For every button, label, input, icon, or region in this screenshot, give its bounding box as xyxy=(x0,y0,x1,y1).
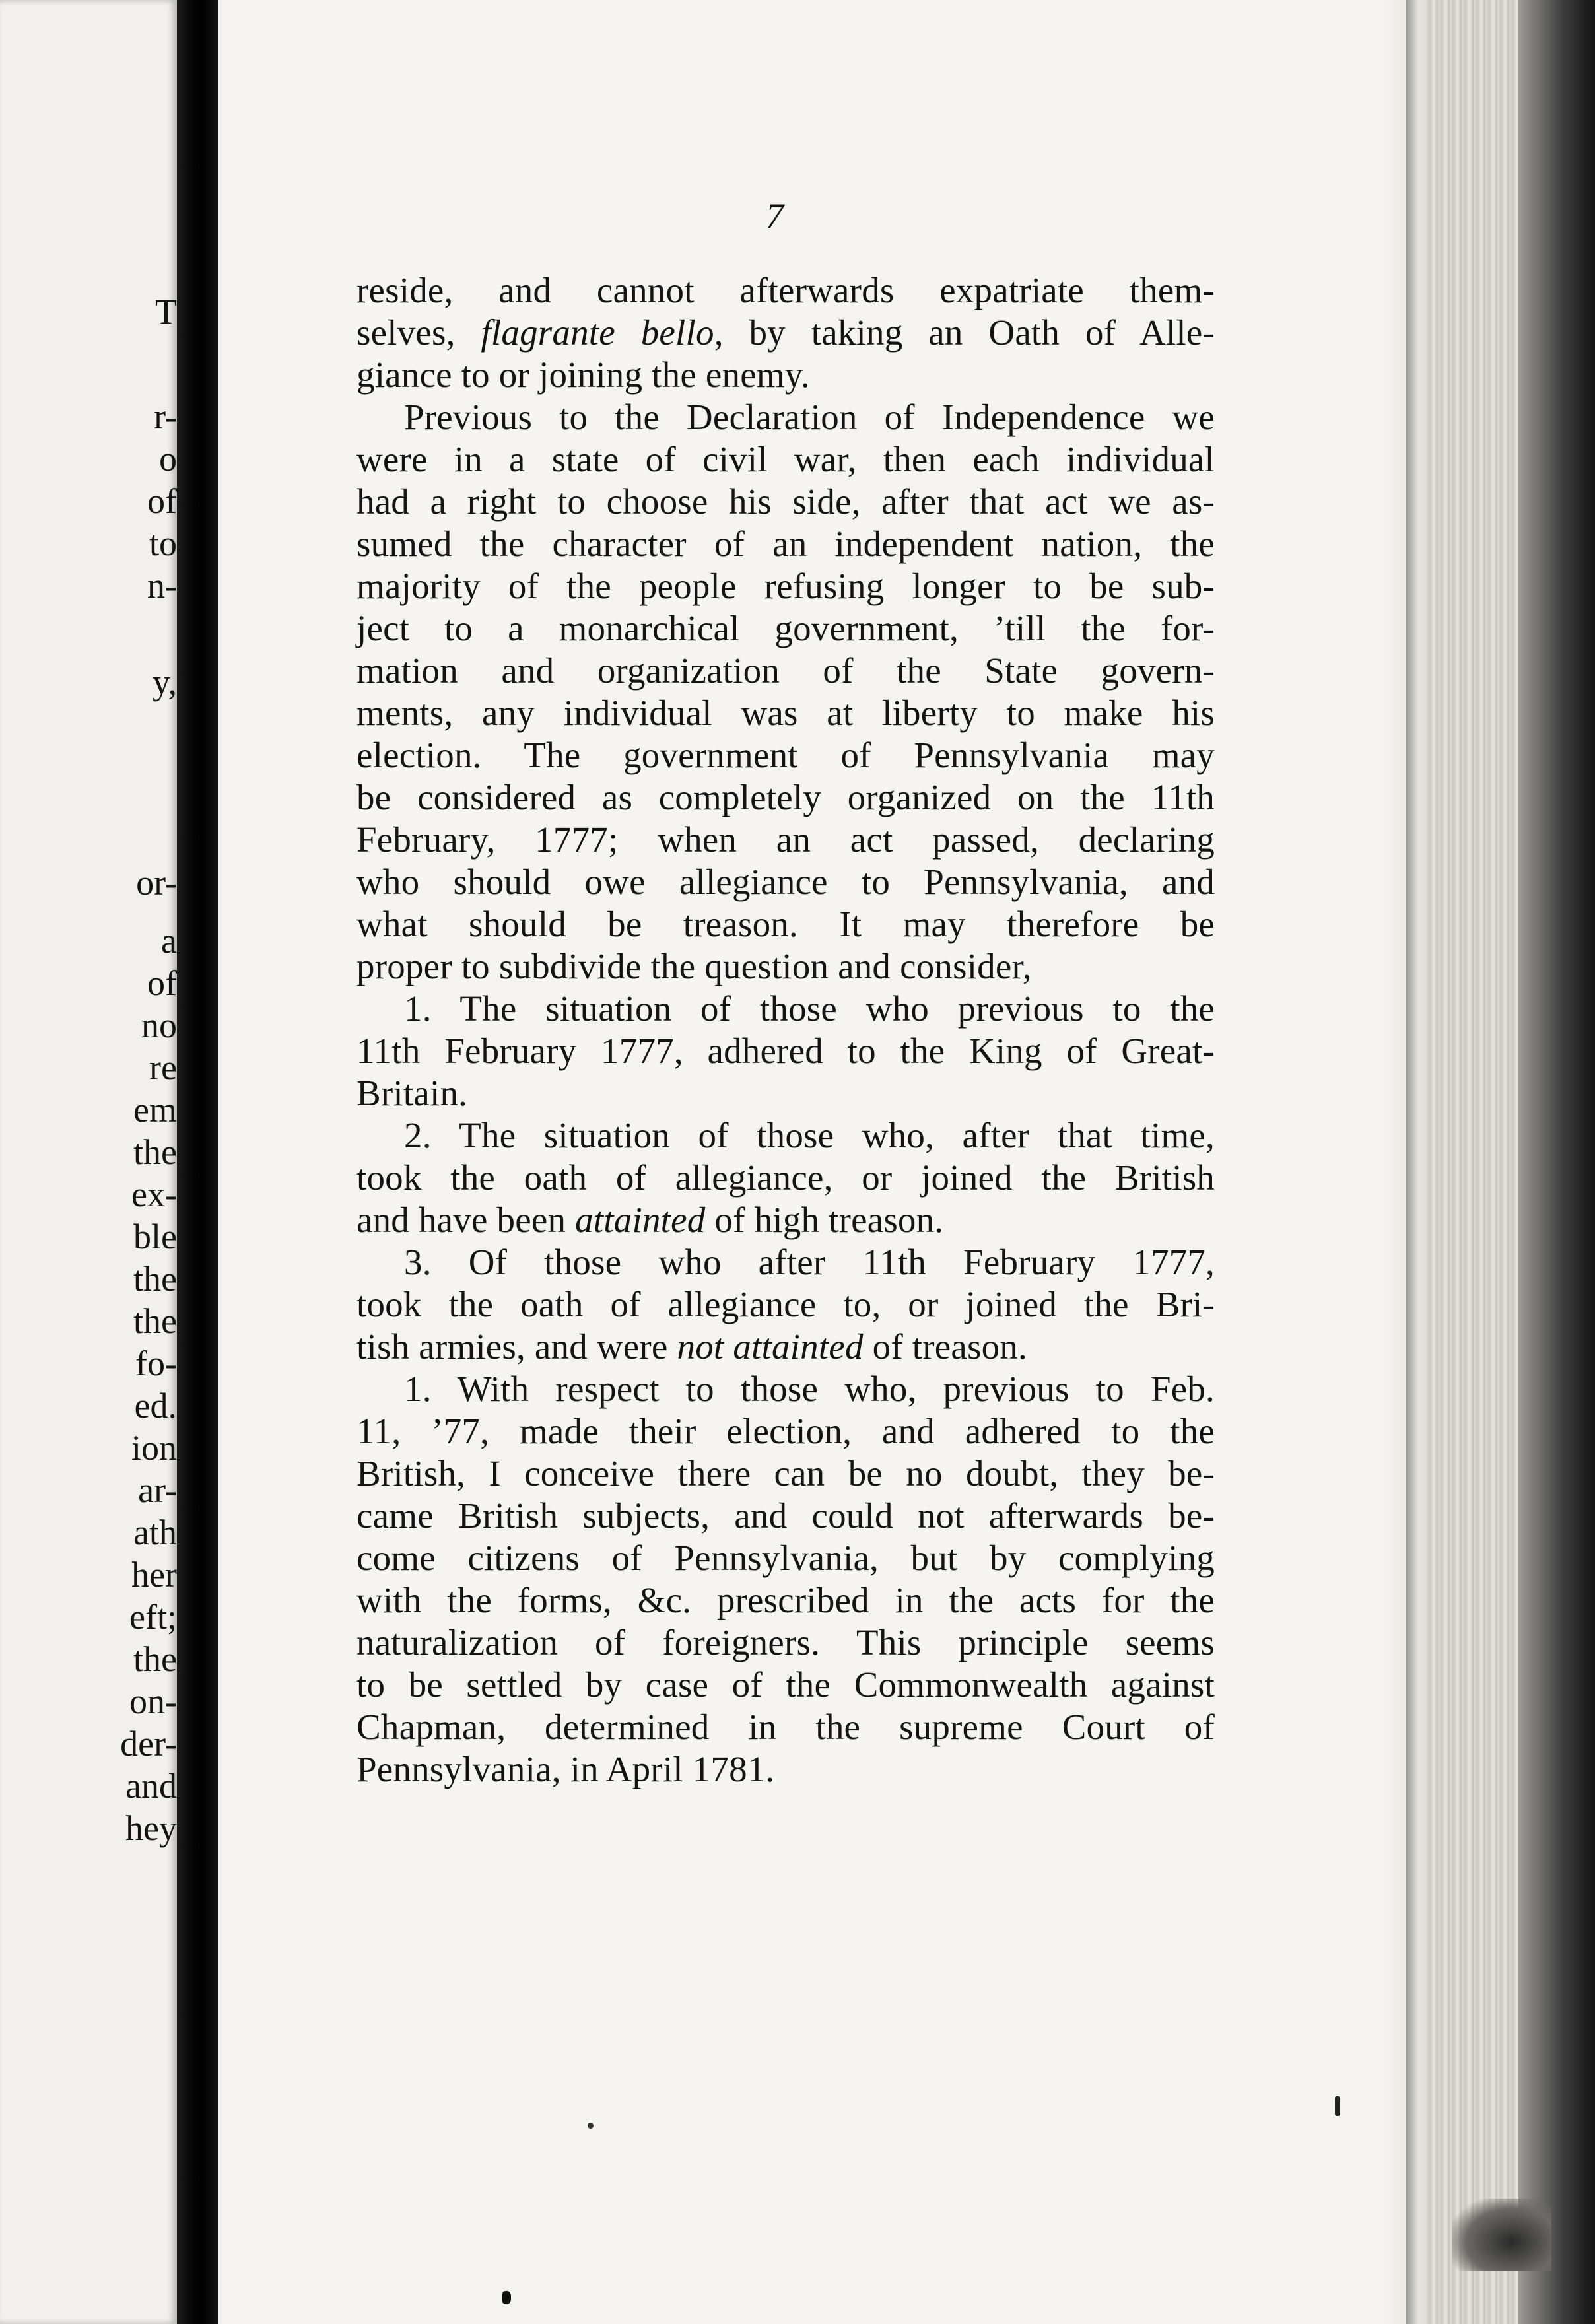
text-line: selves, flagrante bello, by taking an Oath of Alle- xyxy=(356,312,1215,353)
italic-phrase: not attainted xyxy=(677,1326,864,1367)
fragment: o xyxy=(159,439,177,479)
text-line: had a right to choose his side, after that act we as- xyxy=(356,481,1215,522)
text-line: election. The government of Pennsylvania may xyxy=(356,735,1215,775)
text-line: took the oath of allegiance, or joined the British xyxy=(356,1157,1215,1198)
ink-mark xyxy=(1335,2096,1340,2116)
text-line: 3. Of those who after 11th February 1777, xyxy=(404,1242,1215,1282)
fragment: ble xyxy=(133,1217,177,1256)
paragraph xyxy=(356,1368,1215,1791)
fragment: a xyxy=(161,921,177,961)
fragment: eft; xyxy=(129,1597,177,1637)
fragment: em xyxy=(133,1090,177,1130)
fragment: the xyxy=(133,1259,177,1299)
text-line: were in a state of civil war, then each individual xyxy=(356,439,1215,479)
text-line: with the forms, &c. prescribed in the acts for the xyxy=(356,1580,1215,1620)
fragment: ion xyxy=(131,1428,177,1468)
text-line: Chapman, determined in the supreme Court of xyxy=(356,1707,1215,1747)
paragraph xyxy=(356,396,1215,988)
fragment: r- xyxy=(154,397,177,436)
fragment: on- xyxy=(129,1682,177,1721)
paragraph xyxy=(356,1241,1215,1368)
paragraph xyxy=(356,988,1215,1114)
fragment: no xyxy=(141,1006,177,1045)
text-line: giance to or joining the enemy. xyxy=(356,355,810,395)
text-line: British, I conceive there can be no doubt, they be- xyxy=(356,1453,1215,1493)
fragment: y, xyxy=(153,662,177,702)
ink-mark xyxy=(588,2123,594,2129)
body-text xyxy=(356,269,1215,1791)
fragment: ar- xyxy=(138,1470,177,1510)
fragment: der- xyxy=(120,1724,177,1763)
page-corner-shadow xyxy=(1452,2199,1551,2271)
text-line: to be settled by case of the Commonwealth against xyxy=(356,1664,1215,1705)
paragraph xyxy=(356,269,1215,396)
fragment: to xyxy=(149,524,177,563)
text-line: come citizens of Pennsylvania, but by complying xyxy=(356,1538,1215,1578)
text-line: 1. The situation of those who previous to the xyxy=(404,988,1215,1029)
text-line: and have been attainted of high treason. xyxy=(356,1200,944,1240)
fragment: ath xyxy=(133,1513,177,1552)
fragment: of xyxy=(147,963,177,1003)
text-line: 2. The situation of those who, after that time, xyxy=(404,1115,1215,1155)
page-edge-shadow xyxy=(1518,0,1595,2324)
fragment: the xyxy=(133,1301,177,1341)
fragment: re xyxy=(149,1048,177,1087)
fragment: and xyxy=(125,1766,177,1806)
fragment: fo- xyxy=(135,1344,177,1383)
fragment: the xyxy=(133,1132,177,1172)
text-line: 1. With respect to those who, previous to Feb. xyxy=(404,1369,1215,1409)
book-gutter xyxy=(177,0,218,2324)
fragment: T xyxy=(155,292,177,331)
text-line: Previous to the Declaration of Independence we xyxy=(404,397,1215,437)
text-line: ments, any individual was at liberty to make his xyxy=(356,693,1215,733)
text-line: came British subjects, and could not afterwards be- xyxy=(356,1495,1215,1536)
italic-phrase: flagrante bello xyxy=(481,312,714,353)
fragment: hey xyxy=(125,1808,177,1848)
text-line: 11, ’77, made their election, and adhered to the xyxy=(356,1411,1215,1451)
fragment: her xyxy=(131,1555,177,1594)
previous-page-edge xyxy=(0,0,177,2324)
fragment: ex- xyxy=(131,1175,177,1214)
ink-mark xyxy=(502,2291,511,2304)
page-number: 7 xyxy=(766,196,784,236)
text-line: tish armies, and were not attainted of treason. xyxy=(356,1326,1027,1367)
text-line: sumed the character of an independent nation, the xyxy=(356,524,1215,564)
text-line: Pennsylvania, in April 1781. xyxy=(356,1749,775,1789)
text-line: ject to a monarchical government, ’till the for- xyxy=(356,608,1215,648)
fragment: n- xyxy=(147,566,177,605)
fragment: or- xyxy=(136,863,177,903)
italic-phrase: attainted xyxy=(575,1200,706,1240)
text-line: Britain. xyxy=(356,1073,468,1113)
text-line: naturalization of foreigners. This principle seems xyxy=(356,1622,1215,1662)
text-line: mation and organization of the State govern- xyxy=(356,650,1215,691)
text-line: took the oath of allegiance to, or joined the Bri- xyxy=(356,1284,1215,1324)
text-line: 11th February 1777, adhered to the King of Great- xyxy=(356,1031,1215,1071)
text-line: be considered as completely organized on the 11th xyxy=(356,777,1215,817)
text-line: who should owe allegiance to Pennsylvania, and xyxy=(356,862,1215,902)
text-line: reside, and cannot afterwards expatriate them- xyxy=(356,270,1215,310)
fragment: the xyxy=(133,1639,177,1679)
text-line: February, 1777; when an act passed, declaring xyxy=(356,819,1215,860)
fragment: ed. xyxy=(134,1386,177,1425)
paragraph xyxy=(356,1114,1215,1241)
text-line: majority of the people refusing longer to be sub- xyxy=(356,566,1215,606)
text-line: proper to subdivide the question and consider, xyxy=(356,946,1032,986)
fragment: of xyxy=(147,481,177,521)
text-line: what should be treason. It may therefore be xyxy=(356,904,1215,944)
